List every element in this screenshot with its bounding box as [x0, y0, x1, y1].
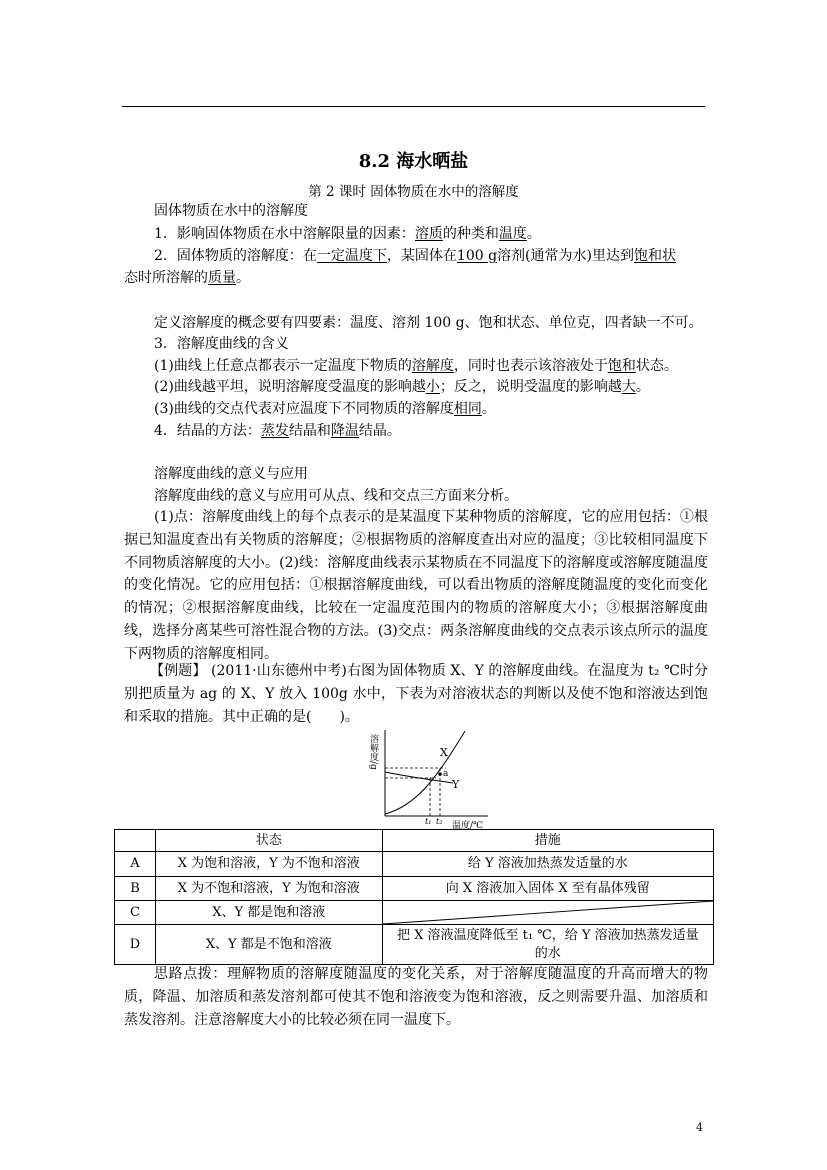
section1-heading: 固体物质在水中的溶解度 — [154, 203, 308, 219]
table-row — [115, 925, 714, 965]
point-a — [438, 772, 442, 776]
solubility-graph — [370, 726, 505, 830]
answer-blank: 饱和 — [607, 358, 636, 374]
table-header-cell: 措施 — [382, 830, 713, 852]
answer-blank: 小 — [425, 379, 440, 395]
answer-blank: 溶解度 — [411, 358, 454, 374]
header-rule — [122, 106, 705, 107]
state-cell: X 为不饱和溶液，Y 为饱和溶液 — [155, 877, 382, 901]
item3-2: (2)曲线越平坦，说明溶解度受温度的影响越小；反之，说明受温度的影响越大。 — [154, 379, 650, 395]
t2-label: t₂ — [436, 817, 443, 826]
curve-y-label: Y — [452, 778, 460, 791]
curve-x — [385, 731, 465, 814]
table-row — [115, 901, 714, 925]
section2-intro: 溶解度曲线的意义与应用可从点、线和交点三方面来分析。 — [154, 488, 518, 504]
curve-x-label: X — [440, 746, 448, 759]
answer-blank: 大 — [621, 379, 636, 395]
point-a-label: a — [443, 769, 449, 779]
table-header-cell: 状态 — [155, 830, 382, 852]
measure-cell-empty — [382, 901, 713, 925]
item4: 4．结晶的方法：蒸发结晶和降温结晶。 — [154, 423, 401, 439]
measure-cell: 给 Y 溶液加热蒸发适量的水 — [382, 852, 713, 877]
section2-heading: 溶解度曲线的意义与应用 — [154, 466, 308, 482]
answer-blank: 温度 — [498, 226, 527, 242]
answer-blank: 蒸发 — [260, 423, 289, 439]
state-cell: X、Y 都是不饱和溶液 — [155, 925, 382, 965]
item3-3: (3)曲线的交点代表对应温度下不同物质的溶解度相同。 — [154, 401, 496, 417]
answer-blank: 100 g — [456, 248, 498, 264]
item3-heading: 3．溶解度曲线的含义 — [154, 336, 289, 352]
measure-cell: 向 X 溶液加入固体 X 至有晶体残留 — [382, 877, 713, 901]
measure-cell: 把 X 溶液温度降低至 t₁ ℃，给 Y 溶液加热蒸发适量的水 — [382, 925, 713, 965]
example-question: 【例题】 (2011·山东德州中考)右图为固体物质 X、Y 的溶解度曲线。在温度为 t₂ ℃时分别把质量为 ag 的 X、Y 放入 100g 水中，下表为对溶液状态的判断以及使不饱和溶液达到饱和采取的措施。其中正确的是( )。 — [124, 663, 708, 725]
page-subtitle: 第 2 课时 固体物质在水中的溶解度 — [308, 184, 519, 200]
answer-blank: 降温 — [330, 423, 359, 439]
option-label: D — [115, 925, 156, 965]
page-title: 8.2 海水晒盐 — [358, 151, 469, 172]
answer-blank: 相同 — [453, 401, 482, 417]
table-header-cell — [115, 830, 156, 852]
item2-line1: 2．固体物质的溶解度：在一定温度下，某固体在100 g溶剂(通常为水)里达到饱和状 — [154, 248, 676, 264]
option-label: B — [115, 877, 156, 901]
option-label: C — [115, 901, 156, 925]
answer-table — [114, 829, 714, 965]
table-header-row — [115, 830, 714, 852]
section2-body: (1)点：溶解度曲线上的每个点表示的是某温度下某种物质的溶解度，它的应用包括：①根据已知温度查出有关物质的溶解度；②根据物质的溶解度查出对应的温度；③比较相同温度下不同物质溶解度的大小。(2)线：溶解度曲线表示某物质在不同温度下的溶解度或溶解度随温度的变化情况。它的应用包括：①根据溶解度曲线，可以看出物质的溶解度随温度的变化而变化的情况；②根据溶解度曲线，比较在一定温度范围内的物质的溶解度大小；③根据溶解度曲线，选择分离某些可溶性混合物的方法。(3)交点：两条溶解度曲线的交点表示该点所示的温度下两物质的溶解度相同。 — [124, 509, 708, 662]
table-row — [115, 877, 714, 901]
item1: 1．影响固体物质在水中溶解限量的因素：溶质的种类和温度。 — [154, 226, 541, 242]
definition-note: 定义溶解度的概念要有四要素：温度、溶剂 100 g、饱和状态、单位克，四者缺一不可。 — [154, 315, 703, 331]
answer-blank: 一定温度下 — [316, 248, 387, 264]
answer-blank: 溶质 — [414, 226, 443, 242]
page-number: 4 — [696, 1121, 703, 1134]
t1-label: t₁ — [425, 817, 432, 826]
state-cell: X、Y 都是饱和溶液 — [155, 901, 382, 925]
diagonal-slash — [383, 901, 713, 924]
answer-blank: 质量 — [208, 270, 236, 286]
state-cell: X 为饱和溶液，Y 为不饱和溶液 — [155, 852, 382, 877]
y-axis-label: 溶解度/g — [368, 734, 378, 770]
item3-1: (1)曲线上任意点都表示一定温度下物质的溶解度，同时也表示该溶液处于饱和状态。 — [154, 358, 678, 374]
table-row — [115, 852, 714, 877]
option-label: A — [115, 852, 156, 877]
item2-line2: 态时所溶解的质量。 — [124, 270, 250, 286]
answer-blank: 饱和状 — [634, 248, 676, 264]
thinking-tip: 思路点拨：理解物质的溶解度随温度的变化关系，对于溶解度随温度的升高而增大的物质，降温、加溶质和蒸发溶剂都可使其不饱和溶液变为饱和溶液，反之则需要升温、加溶质和蒸发溶剂。注意溶解度大小的比较必须在同一温度下。 — [124, 966, 708, 1028]
x-axis-label: 温度/℃ — [452, 821, 484, 831]
